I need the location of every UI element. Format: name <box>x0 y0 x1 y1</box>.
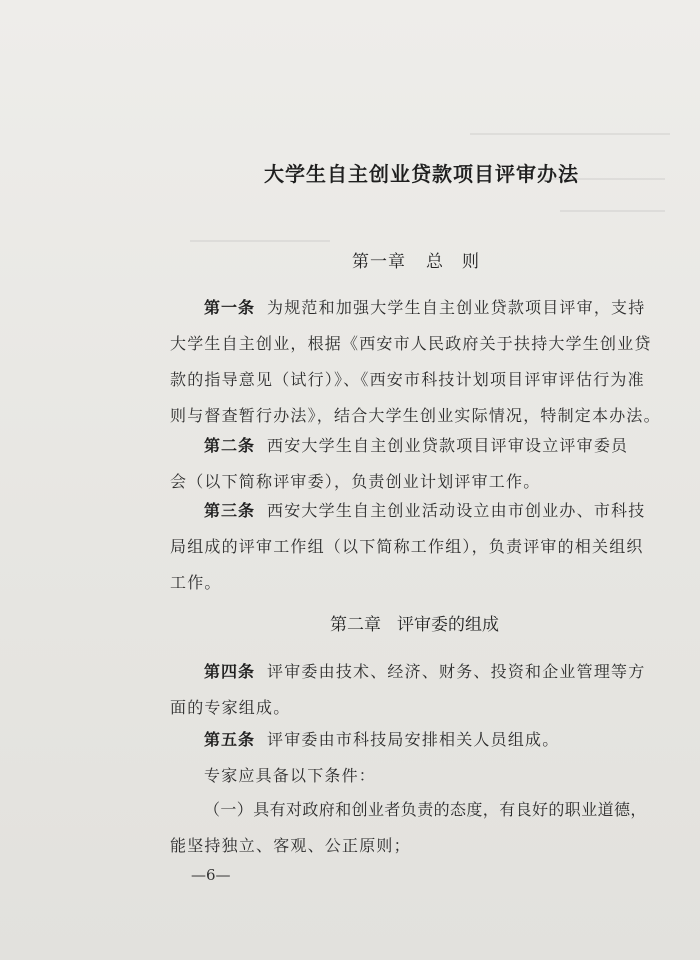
chapter-label: 第二章 <box>330 615 381 635</box>
bleed-through-mark <box>190 240 330 242</box>
article-line: 工作。 <box>170 573 222 592</box>
article-line: 第三条 西安大学生自主创业活动设立由市创业办、市科技 <box>204 501 646 520</box>
chapter-heading-2 <box>330 610 499 635</box>
chapter-label: 第一章 <box>352 252 406 272</box>
article-label: 第三条 <box>204 501 256 520</box>
article-4 <box>170 654 670 726</box>
bleed-through-mark <box>560 210 665 212</box>
article-line: 大学生自主创业，根据《西安市人民政府关于扶持大学生创业贷 <box>170 334 652 353</box>
document-title: 大学生自主创业贷款项目评审办法 <box>264 162 579 186</box>
article-line: 会（以下简称评审委），负责创业计划评审工作。 <box>170 472 541 491</box>
article-label: 第五条 <box>204 730 256 749</box>
chapter-heading-1 <box>352 247 480 272</box>
condition-1 <box>170 792 670 864</box>
condition-line: （一）具有对政府和创业者负责的态度，有良好的职业道德， <box>204 800 647 819</box>
article-line: 局组成的评审工作组（以下简称工作组），负责评审的相关组织 <box>170 537 644 556</box>
article-label: 第四条 <box>204 662 256 681</box>
article-line: 第五条 评审委由市科技局安排相关人员组成。 <box>204 730 560 749</box>
article-line: 款的指导意见（试行）》、《西安市科技计划项目评审评估行为准 <box>170 370 645 389</box>
article-line: 第四条 评审委由技术、经济、财务、投资和企业管理等方 <box>204 662 646 681</box>
article-2 <box>170 428 670 500</box>
article-line: 则与督查暂行办法》，结合大学生创业实际情况，特制定本办法。 <box>170 406 661 425</box>
article-1 <box>170 290 670 434</box>
condition-line: 能坚持独立、客观、公正原则； <box>170 836 411 855</box>
article-5 <box>170 722 670 758</box>
bleed-through-mark <box>470 133 670 135</box>
article-line: 第二条 西安大学生自主创业贷款项目评审设立评审委员 <box>204 436 629 455</box>
article-label: 第二条 <box>204 436 256 455</box>
chapter-name: 总 则 <box>426 252 480 272</box>
article-line: 面的专家组成。 <box>170 698 291 717</box>
article-label: 第一条 <box>204 298 256 317</box>
page-number: —6— <box>191 866 231 884</box>
conditions-intro: 专家应具备以下条件： <box>204 766 377 785</box>
article-3 <box>170 493 670 601</box>
chapter-name: 评审委的组成 <box>397 615 499 635</box>
article-line: 第一条 为规范和加强大学生自主创业贷款项目评审，支持 <box>204 298 646 317</box>
